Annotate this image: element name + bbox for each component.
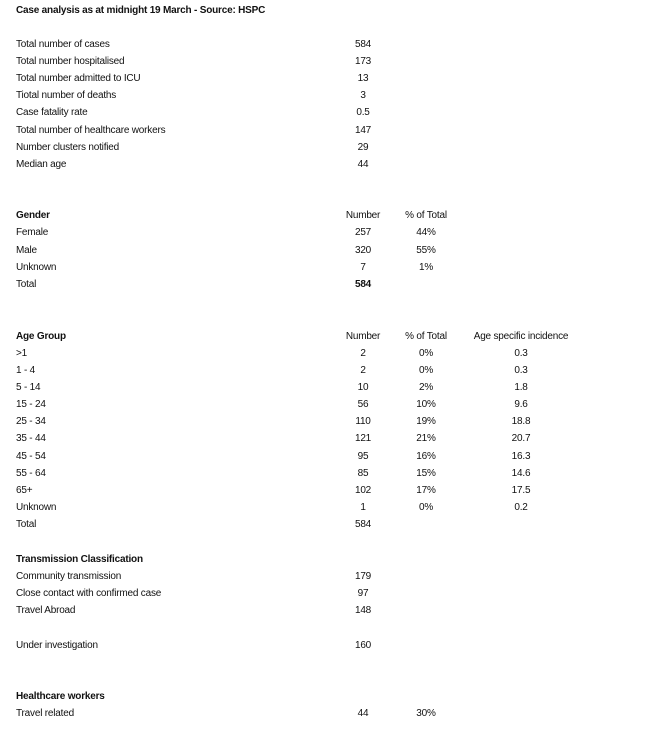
summary-value: 44 [357, 159, 369, 170]
age-row-number: 121 [354, 433, 372, 444]
gender-row-number: 7 [360, 262, 366, 273]
gender-row-label: Unknown [16, 262, 57, 273]
age-row-label: 45 - 54 [16, 451, 46, 462]
age-row-number: 10 [357, 382, 369, 393]
under-investigation-label: Under investigation [16, 640, 98, 651]
gender-row-pct: 55% [416, 245, 436, 256]
gender-heading: Gender [16, 210, 50, 221]
summary-value: 173 [354, 56, 372, 67]
transmission-row-label: Close contact with confirmed case [16, 588, 162, 599]
gender-row-label: Male [16, 245, 37, 256]
age-row-number: 56 [357, 399, 369, 410]
summary-label: Median age [16, 159, 67, 170]
summary-value: 29 [357, 142, 369, 153]
gender-row-number: 257 [354, 227, 372, 238]
age-total-number: 584 [354, 519, 372, 530]
gender-number-header: Number [345, 210, 381, 221]
transmission-row-label: Travel Abroad [16, 605, 76, 616]
age-row-label: 5 - 14 [16, 382, 41, 393]
age-row-incidence: 0.3 [514, 348, 528, 359]
summary-value: 13 [357, 73, 369, 84]
age-row-incidence: 0.3 [514, 365, 528, 376]
age-row-incidence: 9.6 [514, 399, 528, 410]
age-row-pct: 21% [416, 433, 436, 444]
age-row-label: Unknown [16, 502, 57, 513]
age-row-label: 25 - 34 [16, 416, 46, 427]
age-row-pct: 15% [416, 468, 436, 479]
age-pct-header: % of Total [405, 331, 447, 342]
age-row-label: >1 [16, 348, 28, 359]
healthcare-row-pct: 30% [416, 708, 436, 719]
age-row-number: 2 [360, 365, 366, 376]
summary-label: Number clusters notified [16, 142, 120, 153]
transmission-heading: Transmission Classification [16, 554, 143, 565]
transmission-row-number: 179 [354, 571, 372, 582]
gender-total-number: 584 [354, 279, 372, 290]
age-row-pct: 0% [418, 502, 434, 513]
transmission-row-label: Community transmission [16, 571, 122, 582]
healthcare-row-number: 44 [357, 708, 369, 719]
summary-value: 0.5 [356, 107, 370, 118]
age-row-number: 85 [357, 468, 369, 479]
gender-row-number: 320 [354, 245, 372, 256]
summary-label: Case fatality rate [16, 107, 88, 118]
age-incidence-header: Age specific incidence [473, 331, 569, 342]
summary-value: 584 [354, 39, 372, 50]
age-row-incidence: 14.6 [511, 468, 531, 479]
age-row-label: 15 - 24 [16, 399, 46, 410]
summary-label: Total number of cases [16, 39, 110, 50]
age-row-incidence: 20.7 [511, 433, 531, 444]
healthcare-row-label: Travel related [16, 708, 74, 719]
age-row-number: 2 [360, 348, 366, 359]
age-row-number: 110 [355, 416, 371, 427]
summary-label: Total number of healthcare workers [16, 125, 166, 136]
gender-pct-header: % of Total [405, 210, 447, 221]
transmission-row-number: 97 [357, 588, 369, 599]
age-row-number: 1 [360, 502, 366, 513]
transmission-row-number: 148 [354, 605, 372, 616]
age-row-number: 95 [357, 451, 369, 462]
age-heading: Age Group [16, 331, 66, 342]
age-total-label: Total [16, 519, 37, 530]
age-row-pct: 10% [416, 399, 436, 410]
summary-label: Tiotal number of deaths [16, 90, 117, 101]
gender-row-label: Female [16, 227, 49, 238]
age-row-pct: 19% [416, 416, 436, 427]
healthcare-heading: Healthcare workers [16, 691, 105, 702]
age-row-label: 35 - 44 [16, 433, 46, 444]
age-row-label: 65+ [16, 485, 33, 496]
summary-label: Total number hospitalised [16, 56, 125, 67]
summary-label: Total number admitted to ICU [16, 73, 141, 84]
age-row-incidence: 1.8 [514, 382, 528, 393]
age-row-label: 1 - 4 [16, 365, 36, 376]
age-row-pct: 0% [418, 365, 434, 376]
age-row-pct: 17% [416, 485, 436, 496]
age-row-pct: 0% [418, 348, 434, 359]
gender-total-label: Total [16, 279, 37, 290]
summary-value: 3 [360, 90, 366, 101]
age-row-number: 102 [354, 485, 372, 496]
age-row-pct: 2% [418, 382, 434, 393]
age-number-header: Number [345, 331, 381, 342]
page-title: Case analysis as at midnight 19 March - Source: HSPC [16, 5, 266, 16]
age-row-incidence: 16.3 [511, 451, 531, 462]
age-row-incidence: 0.2 [514, 502, 528, 513]
age-row-incidence: 18.8 [511, 416, 531, 427]
summary-value: 147 [354, 125, 372, 136]
gender-row-pct: 44% [416, 227, 436, 238]
age-row-label: 55 - 64 [16, 468, 46, 479]
under-investigation-number: 160 [354, 640, 372, 651]
gender-row-pct: 1% [418, 262, 434, 273]
age-row-pct: 16% [416, 451, 436, 462]
age-row-incidence: 17.5 [511, 485, 531, 496]
